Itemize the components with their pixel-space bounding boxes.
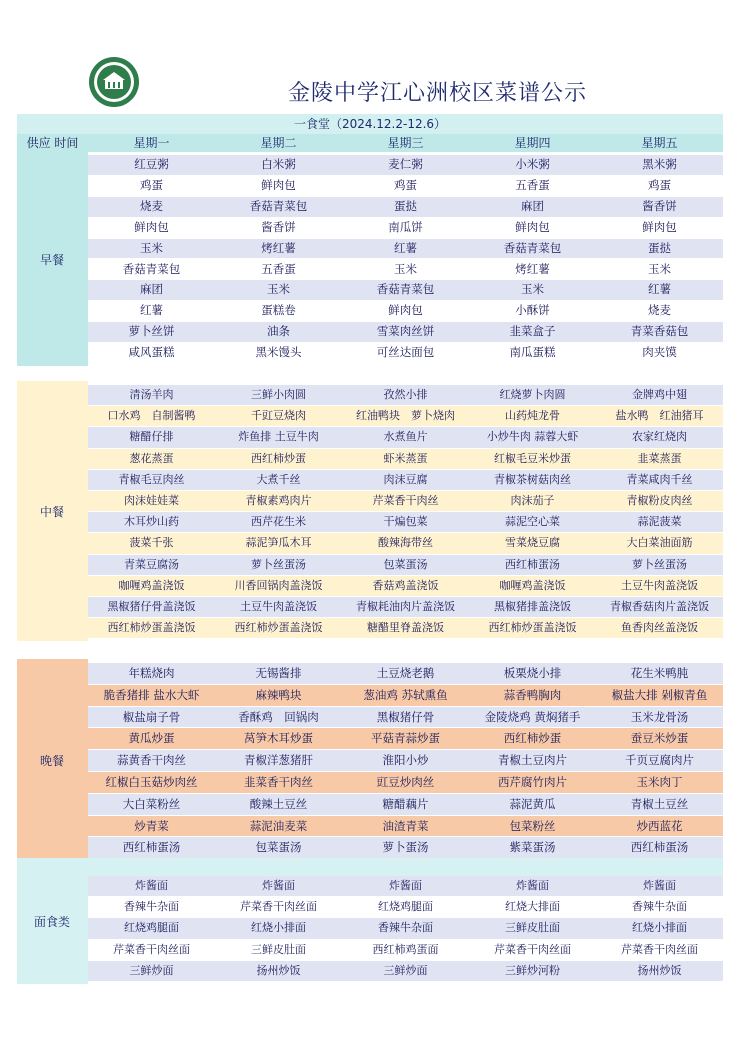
menu-cell: 西芹花生米: [251, 515, 306, 529]
menu-cell: 西芹腐竹肉片: [498, 775, 567, 789]
header-day: 星期一: [133, 136, 170, 150]
table-row: [88, 576, 723, 596]
menu-cell: 蒜香鸭胸肉: [503, 687, 562, 702]
menu-cell: 青椒土豆肉片: [498, 753, 567, 768]
menu-cell: 玉米: [140, 240, 163, 255]
menu-cell: 咖喱鸡盖浇饭: [118, 578, 185, 592]
menu-cell: 玉米: [648, 261, 671, 276]
menu-cell: 红薯: [648, 282, 671, 297]
menu-cell: 炸酱面: [516, 879, 549, 892]
menu-cell: 糖醋里脊盖浇饭: [367, 621, 444, 635]
menu-cell: 盐水鸭 红油猪耳: [615, 409, 704, 423]
table-row: [88, 876, 723, 896]
menu-cell: 玉米: [521, 282, 544, 297]
menu-cell: 烧麦: [648, 303, 671, 318]
menu-cell: 蛋挞: [394, 198, 417, 213]
table-row: [88, 816, 723, 837]
menu-cell: 蚕豆米炒蛋: [630, 731, 689, 746]
menu-cell: 黑米馒头: [255, 345, 302, 360]
menu-cell: 西红柿炒蛋: [503, 731, 562, 746]
menu-cell: 椒盐大排 剁椒青鱼: [611, 687, 708, 702]
menu-cell: 咖喱鸡盖浇饭: [499, 578, 566, 592]
header-day: 星期四: [514, 136, 551, 150]
menu-cell: 香菇青菜包: [503, 240, 562, 255]
menu-cell: 糖醋仔排: [129, 430, 174, 444]
menu-cell: 青椒粉皮肉丝: [626, 494, 693, 507]
menu-cell: 板栗烧小排: [503, 666, 562, 680]
menu-cell: 烤红薯: [515, 261, 550, 276]
menu-cell: 大白菜油面筋: [626, 536, 693, 550]
menu-cell: 香辣牛杂面: [378, 921, 433, 935]
menu-cell: 麻辣鸭块: [255, 687, 302, 702]
menu-cell: 蒜泥黄瓜: [509, 796, 556, 811]
table-row: [88, 750, 723, 771]
table-row: [88, 837, 723, 858]
menu-cell: 孜然小排: [383, 388, 428, 401]
menu-cell: 五香蛋: [515, 177, 550, 192]
menu-cell: 鲜肉包: [261, 177, 296, 192]
menu-cell: 油渣青菜: [382, 818, 429, 833]
menu-cell: 无锡酱排: [255, 666, 302, 680]
menu-cell: 芹菜香干肉丝面: [113, 942, 190, 956]
menu-cell: 香辣牛杂面: [124, 900, 179, 914]
table-row: [88, 280, 723, 300]
menu-cell: 黑椒猪仔骨: [376, 709, 435, 724]
header-label: 供应 时间: [26, 136, 79, 150]
menu-cell: 蒜泥油麦菜: [249, 818, 308, 833]
menu-cell: 肉夹馍: [642, 345, 677, 360]
menu-cell: 芹菜香干肉丝面: [494, 942, 571, 956]
menu-cell: 脆香猪排 盐水大虾: [103, 687, 200, 702]
menu-cell: 鲜肉包: [642, 219, 677, 234]
table-row: [88, 155, 723, 175]
menu-cell: 蒜泥笋瓜木耳: [245, 536, 312, 550]
menu-cell: 小米粥: [515, 157, 550, 171]
menu-cell: 炸酱面: [262, 879, 295, 892]
menu-cell: 花生米鸭肫: [630, 666, 689, 680]
menu-cell: 西红柿蛋汤: [122, 840, 181, 855]
menu-cell: 土豆烧老鹅: [376, 666, 435, 680]
menu-cell: 鲜肉包: [388, 303, 423, 318]
menu-cell: 小炒牛肉 蒜蓉大虾: [486, 430, 579, 444]
section-label: 晚餐: [39, 754, 64, 769]
table-row: [88, 260, 723, 280]
table-row: [88, 470, 723, 490]
menu-cell: 豇豆炒肉丝: [376, 775, 435, 789]
menu-cell: 红薯: [140, 303, 163, 318]
menu-cell: 淮阳小炒: [382, 753, 429, 768]
menu-cell: 清汤羊肉: [129, 388, 174, 401]
menu-cell: 蒜黄香干肉丝: [117, 753, 186, 768]
menu-cell: 红烧鸡腿面: [124, 921, 179, 935]
table-row: [88, 940, 723, 960]
menu-cell: 鱼香肉丝盖浇饭: [621, 621, 698, 635]
menu-cell: 红烧鸡腿面: [378, 900, 433, 914]
menu-cell: 包菜粉丝: [509, 818, 556, 833]
menu-cell: 玉米肉丁: [636, 775, 683, 789]
menu-cell: 香菇青菜包: [122, 261, 181, 276]
table-row: [88, 322, 723, 342]
menu-cell: 西红柿炒蛋: [251, 451, 306, 465]
header-day: 星期二: [260, 136, 297, 150]
menu-cell: 包菜蛋汤: [383, 557, 428, 571]
menu-cell: 三鲜炒河粉: [505, 963, 560, 977]
table-row: [88, 597, 723, 617]
menu-cell: 青椒素鸡肉片: [245, 494, 312, 507]
menu-cell: 萝卜蛋汤: [382, 840, 429, 855]
menu-cell: 三鲜皮肚面: [505, 921, 560, 935]
menu-cell: 肉沫茄子: [510, 494, 555, 507]
menu-cell: 西红柿蛋汤: [505, 557, 560, 571]
section-top-strip: [88, 858, 723, 876]
menu-cell: 南瓜饼: [388, 219, 423, 234]
menu-subtitle: 一食堂（2024.12.2-12.6）: [17, 114, 723, 134]
menu-cell: 韭菜香干肉丝: [244, 775, 313, 789]
menu-cell: 韭菜蒸蛋: [637, 451, 682, 465]
menu-cell: 扬州炒饭: [637, 963, 682, 977]
menu-cell: 玉米龙骨汤: [630, 709, 689, 724]
menu-cell: 红椒毛豆米炒蛋: [494, 451, 571, 465]
table-row: [88, 555, 723, 575]
menu-cell: 金牌鸡中翅: [632, 388, 687, 401]
table-row: [88, 512, 723, 532]
table-row: [88, 176, 723, 196]
menu-cell: 鸡蛋: [648, 177, 671, 192]
menu-cell: 水煮鱼片: [383, 430, 428, 444]
menu-cell: 虾米蒸蛋: [383, 451, 428, 465]
table-row: [88, 897, 723, 917]
menu-cell: 蒜泥菠菜: [637, 515, 682, 529]
menu-cell: 青椒耗油肉片盖浇饭: [356, 600, 455, 613]
table-row: [88, 449, 723, 469]
table-row: [88, 918, 723, 938]
table-row: [88, 491, 723, 511]
menu-cell: 三鲜炒面: [383, 963, 428, 977]
menu-cell: 香酥鸡 回锅肉: [238, 709, 319, 724]
menu-cell: 西红柿炒蛋盖浇饭: [488, 621, 577, 635]
menu-cell: 红烧小排面: [632, 921, 687, 935]
menu-cell: 韭菜盒子: [509, 324, 556, 339]
menu-cell: 青椒洋葱猪肝: [244, 753, 313, 768]
school-logo: [88, 56, 140, 108]
menu-cell: 葱油鸡 苏轼熏鱼: [363, 687, 448, 702]
menu-cell: 油条: [267, 324, 290, 339]
menu-cell: 玉米: [267, 282, 290, 297]
menu-cell: 鸡蛋: [394, 177, 417, 192]
menu-cell: 肉沫娃娃菜: [124, 494, 179, 507]
menu-cell: 青菜香菇包: [630, 324, 689, 339]
table-row: [88, 961, 723, 981]
table-row: [88, 685, 723, 706]
menu-cell: 红烧大排面: [505, 900, 560, 914]
section-label: 中餐: [39, 505, 64, 520]
menu-cell: 香菇青菜包: [249, 198, 308, 213]
table-row: [88, 239, 723, 259]
menu-cell: 黑椒猪排盖浇饭: [494, 600, 571, 613]
menu-cell: 木耳炒山药: [124, 515, 179, 529]
menu-cell: 糖醋藕片: [382, 796, 429, 811]
menu-cell: 酸辣土豆丝: [249, 796, 308, 811]
menu-cell: 雪菜烧豆腐: [505, 536, 560, 550]
menu-cell: 香菇鸡盖浇饭: [372, 578, 439, 592]
menu-cell: 南瓜蛋糕: [509, 345, 556, 360]
menu-cell: 红烧小排面: [251, 921, 306, 935]
menu-cell: 黄瓜炒蛋: [128, 731, 175, 746]
menu-cell: 青椒土豆丝: [630, 796, 689, 811]
menu-cell: 口水鸡 自制酱鸭: [107, 409, 196, 423]
table-row: [88, 385, 723, 405]
menu-cell: 土豆牛肉盖浇饭: [621, 578, 698, 592]
table-row: [88, 707, 723, 728]
menu-cell: 麻团: [521, 198, 544, 213]
menu-cell: 萝卜丝蛋汤: [632, 557, 687, 571]
menu-cell: 鸡蛋: [140, 177, 163, 192]
menu-cell: 三鲜皮肚面: [251, 942, 306, 956]
section-label: 早餐: [39, 252, 64, 267]
menu-cell: 炸酱面: [135, 879, 168, 892]
table-row: [88, 794, 723, 815]
menu-cell: 红豆粥: [134, 157, 169, 171]
menu-cell: 包菜蛋汤: [255, 840, 302, 855]
menu-cell: 鲜肉包: [515, 219, 550, 234]
menu-cell: 西红柿鸡蛋面: [372, 942, 439, 956]
menu-cell: 年糕烧肉: [128, 666, 175, 680]
section-label: 面食类: [33, 915, 70, 929]
menu-cell: 萝卜丝蛋汤: [251, 557, 306, 571]
menu-cell: 麻团: [140, 282, 163, 297]
menu-cell: 炒青菜: [134, 818, 169, 833]
menu-cell: 蒜泥空心菜: [505, 515, 560, 529]
menu-cell: 可丝达面包: [376, 345, 435, 360]
header-day: 星期三: [387, 136, 424, 150]
menu-cell: 大白菜粉丝: [122, 796, 181, 811]
menu-cell: 葱花蒸蛋: [129, 451, 174, 465]
menu-cell: 红烧萝卜肉圆: [499, 388, 566, 401]
menu-cell: 莴笋木耳炒蛋: [244, 731, 313, 746]
menu-cell: 青椒毛豆肉丝: [118, 472, 185, 486]
menu-cell: 芹菜香干肉丝面: [240, 900, 317, 914]
menu-cell: 千页豆腐肉片: [625, 753, 694, 768]
menu-cell: 大煮千丝: [256, 472, 301, 486]
menu-cell: 酸辣海带丝: [378, 536, 433, 550]
menu-cell: 炸酱面: [389, 879, 422, 892]
menu-cell: 炒西蓝花: [636, 818, 683, 833]
menu-cell: 烤红薯: [261, 240, 296, 255]
menu-cell: 西红柿蛋汤: [630, 840, 689, 855]
menu-cell: 烧麦: [140, 198, 163, 213]
menu-cell: 白米粥: [261, 157, 296, 171]
table-row: [88, 618, 723, 638]
header-day: 星期五: [641, 136, 678, 150]
menu-cell: 青菜豆腐汤: [124, 557, 179, 571]
menu-cell: 西红柿炒蛋盖浇饭: [107, 621, 196, 635]
menu-cell: 千豇豆烧肉: [251, 409, 306, 423]
menu-cell: 山药炖龙骨: [505, 409, 560, 423]
menu-cell: 玉米: [394, 261, 417, 276]
menu-cell: 青菜咸肉千丝: [626, 472, 693, 486]
menu-cell: 炸酱面: [643, 879, 676, 892]
menu-cell: 紫菜蛋汤: [509, 840, 556, 855]
table-row: [88, 301, 723, 321]
menu-cell: 咸风蛋糕: [128, 345, 175, 360]
menu-cell: 蛋挞: [648, 240, 671, 255]
menu-cell: 三鲜小肉圆: [251, 388, 306, 401]
menu-cell: 雪菜肉丝饼: [376, 324, 435, 339]
menu-cell: 萝卜丝饼: [128, 324, 175, 339]
table-row: [88, 663, 723, 684]
menu-cell: 酱香饼: [642, 198, 677, 213]
table-header: [17, 134, 723, 152]
menu-cell: 红油鸭块 萝卜烧肉: [356, 409, 455, 423]
table-row: [88, 772, 723, 793]
menu-cell: 川香回锅肉盖浇饭: [234, 578, 323, 592]
menu-cell: 香菇青菜包: [376, 282, 435, 297]
menu-cell: 炸鱼排 土豆牛肉: [238, 430, 319, 444]
menu-cell: 平菇青蒜炒蛋: [371, 731, 440, 746]
menu-cell: 干煸包菜: [383, 515, 428, 529]
table-row: [88, 343, 723, 363]
menu-cell: 芹菜香干肉丝: [372, 494, 439, 507]
menu-cell: 农家红烧肉: [632, 430, 687, 444]
menu-cell: 小酥饼: [515, 303, 550, 318]
menu-cell: 青椒香菇肉片盖浇饭: [610, 600, 709, 613]
table-row: [88, 218, 723, 238]
menu-cell: 青椒茶树菇肉丝: [494, 472, 571, 486]
page-title: 金陵中学江心洲校区菜谱公示: [288, 81, 588, 106]
menu-cell: 西红柿炒蛋盖浇饭: [234, 621, 323, 635]
menu-cell: 五香蛋: [261, 261, 296, 276]
menu-cell: 芹菜香干肉丝面: [621, 942, 698, 956]
menu-cell: 蛋糕卷: [261, 303, 296, 318]
menu-cell: 红椒白玉菇炒肉丝: [105, 775, 198, 789]
menu-cell: 酱香饼: [261, 219, 296, 234]
table-row: [88, 197, 723, 217]
menu-cell: 椒盐扇子骨: [122, 709, 181, 724]
menu-cell: 麦仁粥: [388, 157, 423, 171]
menu-cell: 金陵烧鸡 黄焖猪手: [484, 709, 581, 724]
menu-cell: 黑椒猪仔骨盖浇饭: [107, 600, 196, 613]
table-row: [88, 427, 723, 447]
menu-cell: 香辣牛杂面: [632, 900, 687, 914]
menu-cell: 土豆牛肉盖浇饭: [240, 600, 317, 613]
menu-cell: 肉沫豆腐: [383, 472, 428, 486]
table-row: [88, 406, 723, 426]
menu-cell: 菠菜千张: [129, 536, 174, 550]
table-row: [88, 533, 723, 553]
menu-cell: 黑米粥: [642, 157, 677, 171]
menu-cell: 红薯: [394, 240, 417, 255]
menu-cell: 三鲜炒面: [129, 963, 174, 977]
table-row: [88, 728, 723, 749]
menu-cell: 鲜肉包: [134, 219, 169, 234]
menu-cell: 扬州炒饭: [256, 963, 301, 977]
